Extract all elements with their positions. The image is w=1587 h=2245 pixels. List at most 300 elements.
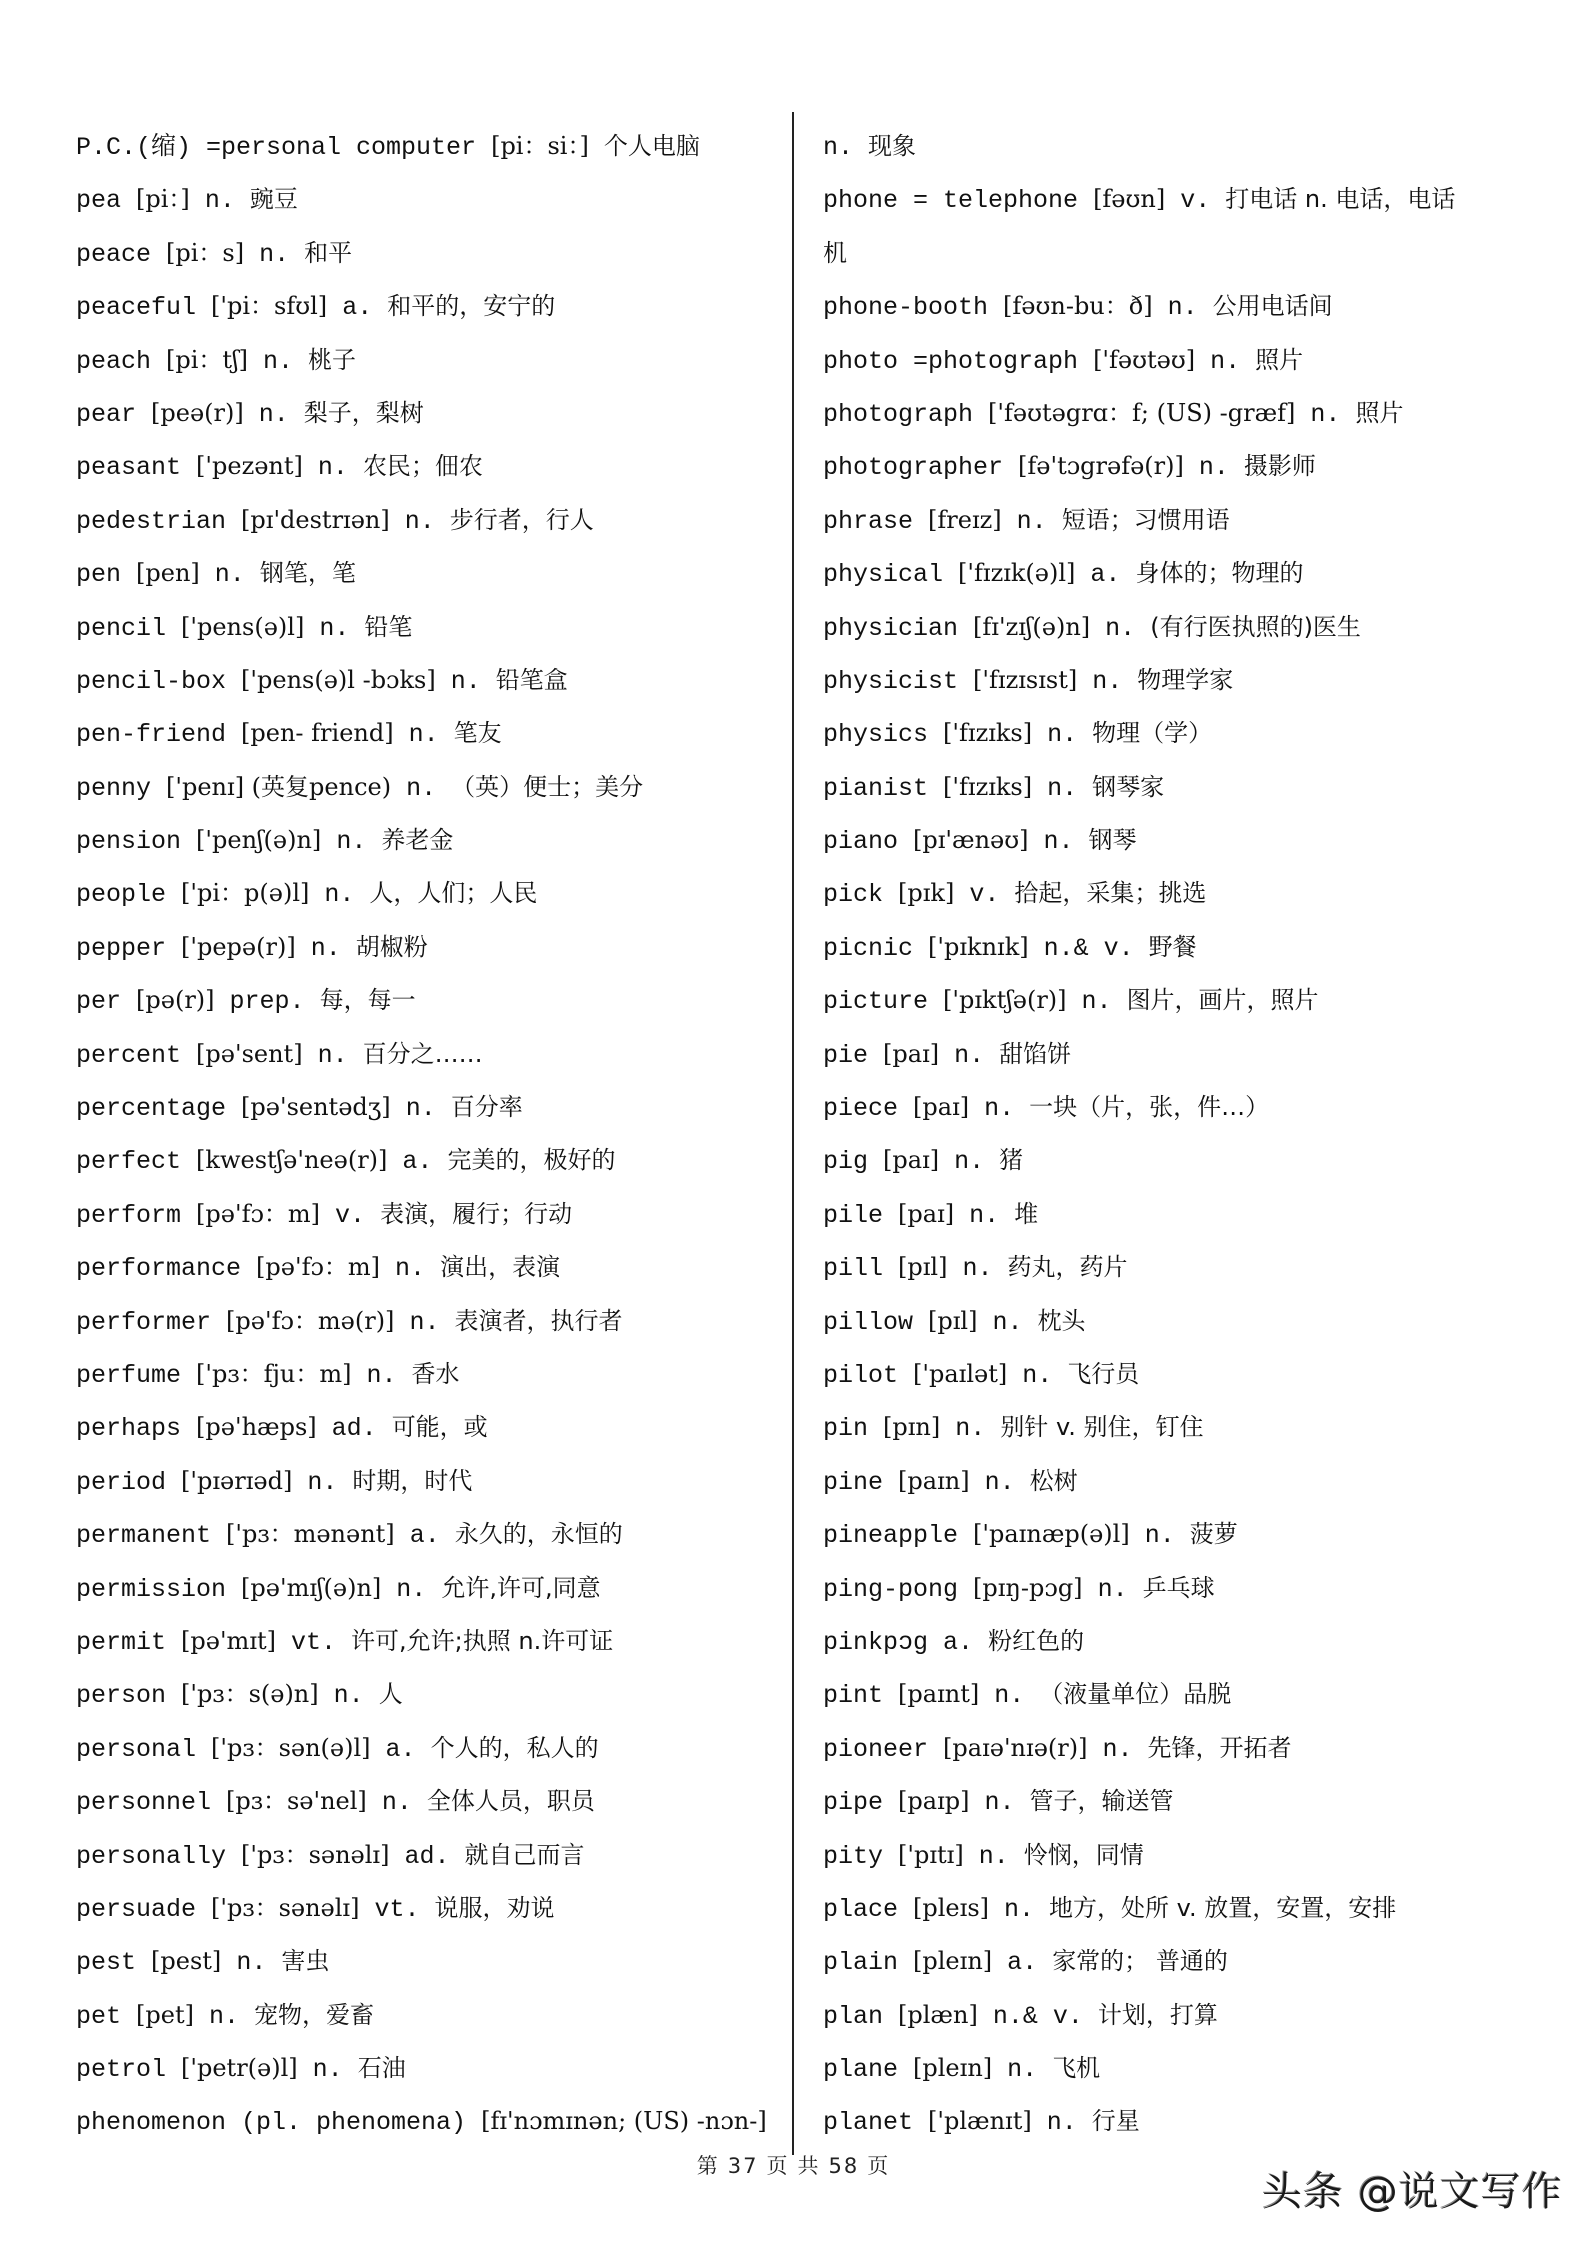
vocab-entry bbox=[823, 494, 1523, 547]
vocab-pronunciation: [pi：s] bbox=[166, 238, 245, 267]
vocab-meaning: 表演，履行；行动 bbox=[380, 1199, 573, 1228]
vocab-word: peaceful bbox=[76, 293, 197, 323]
vocab-entry bbox=[76, 1295, 776, 1348]
vocab-pronunciation: [plæn] bbox=[898, 2000, 978, 2029]
vocab-entry bbox=[823, 1775, 1523, 1828]
vocab-meaning: 害虫 bbox=[281, 1947, 330, 1976]
vocab-entry bbox=[823, 280, 1523, 333]
vocab-word: picture bbox=[823, 987, 929, 1017]
vocab-word: personnel bbox=[76, 1788, 212, 1818]
vocab-entry bbox=[76, 707, 776, 760]
vocab-pronunciation: [pə'sent] bbox=[196, 1039, 303, 1068]
vocab-meaning: （英）便士；美分 bbox=[451, 772, 644, 801]
vocab-part-of-speech: n. bbox=[396, 1574, 427, 1604]
vocab-part-of-speech: n. bbox=[1097, 1574, 1128, 1604]
vocab-pronunciation: ['pɪktʃə(r)] bbox=[943, 986, 1067, 1015]
vocab-part-of-speech: n. bbox=[984, 1788, 1015, 1818]
vocab-meaning: 和平 bbox=[304, 238, 353, 267]
vocab-word: per bbox=[76, 987, 122, 1017]
vocab-meaning: 家常的； 普通的 bbox=[1052, 1947, 1228, 1976]
vocab-pronunciation: ['pens(ə)l] bbox=[181, 612, 305, 641]
vocab-meaning: 照片 bbox=[1355, 398, 1404, 427]
vocab-word: people bbox=[76, 880, 167, 910]
vocab-pronunciation: ['penɪ] (英复pence) bbox=[166, 772, 392, 801]
vocab-pronunciation: ['paɪlət] bbox=[913, 1359, 1008, 1388]
vocab-word: pint bbox=[823, 1681, 884, 1711]
vocab-entry bbox=[823, 2042, 1523, 2095]
vocab-meaning: 说服，劝说 bbox=[434, 1893, 555, 1922]
vocab-meaning: 拾起，采集；挑选 bbox=[1014, 879, 1207, 908]
vocab-pronunciation: ['pɜ：s(ə)n] bbox=[181, 1680, 319, 1709]
vocab-meaning: 一块（片，张，件…） bbox=[1029, 1093, 1270, 1122]
vocab-meaning: 人 bbox=[378, 1680, 403, 1709]
vocab-entry bbox=[76, 867, 776, 920]
right-column bbox=[823, 120, 1523, 2149]
vocab-word: phrase bbox=[823, 506, 914, 536]
vocab-pronunciation: [pə'mɪt] bbox=[181, 1626, 276, 1655]
vocab-word: pick bbox=[823, 880, 884, 910]
vocab-entry bbox=[823, 1508, 1523, 1561]
vocab-entry bbox=[823, 601, 1523, 654]
vocab-entry bbox=[823, 1295, 1523, 1348]
vocab-meaning: (有行医执照的)医生 bbox=[1150, 612, 1361, 641]
vocab-entry bbox=[823, 227, 1523, 280]
vocab-part-of-speech: n. bbox=[319, 613, 350, 643]
vocab-pronunciation: [pleɪs] bbox=[913, 1893, 989, 1922]
vocab-word: penny bbox=[76, 773, 152, 803]
vocab-meaning: 表演者，执行者 bbox=[454, 1306, 623, 1335]
vocab-entry bbox=[823, 387, 1523, 440]
vocab-part-of-speech: a. bbox=[943, 1627, 974, 1657]
vocab-meaning: 短语；习惯用语 bbox=[1061, 505, 1230, 534]
vocab-entry bbox=[76, 1935, 776, 1988]
vocab-pronunciation: [freɪz] bbox=[928, 505, 1002, 534]
vocab-word: physicist bbox=[823, 666, 959, 696]
vocab-pronunciation: ['plænɪt] bbox=[928, 2107, 1032, 2136]
vocab-meaning: 桃子 bbox=[308, 345, 357, 374]
vocab-entry bbox=[76, 280, 776, 333]
vocab-part-of-speech: n. bbox=[324, 880, 355, 910]
vocab-word: pioneer bbox=[823, 1734, 929, 1764]
vocab-meaning: 允许,许可,同意 bbox=[441, 1573, 601, 1602]
vocab-entry bbox=[76, 1882, 776, 1935]
vocab-part-of-speech: n. bbox=[1007, 2055, 1038, 2085]
vocab-part-of-speech: n. bbox=[406, 773, 437, 803]
vocab-entry bbox=[76, 1775, 776, 1828]
vocab-pronunciation: [pɪl] bbox=[928, 1306, 978, 1335]
vocab-entry bbox=[823, 707, 1523, 760]
vocab-part-of-speech: n. bbox=[208, 2001, 239, 2031]
vocab-word: permission bbox=[76, 1574, 227, 1604]
vocab-word: plain bbox=[823, 1948, 899, 1978]
vocab-word: pianist bbox=[823, 773, 929, 803]
column-divider bbox=[792, 112, 794, 2155]
vocab-pronunciation: [fəʊn-bu：ð] bbox=[1003, 292, 1153, 321]
vocab-entry bbox=[76, 1455, 776, 1508]
vocab-part-of-speech: v. bbox=[335, 1200, 366, 1230]
vocab-entry bbox=[76, 1241, 776, 1294]
vocab-meaning: 时期，时代 bbox=[352, 1466, 473, 1495]
vocab-meaning: 计划，打算 bbox=[1097, 2000, 1218, 2029]
vocab-meaning: 香水 bbox=[411, 1359, 460, 1388]
vocab-entry bbox=[76, 227, 776, 280]
vocab-entry bbox=[823, 1241, 1523, 1294]
vocab-meaning: 身体的；物理的 bbox=[1135, 559, 1304, 588]
vocab-word: petrol bbox=[76, 2055, 167, 2085]
vocab-meaning: 地方，处所 v. 放置，安置，安排 bbox=[1049, 1893, 1397, 1922]
vocab-pronunciation: ['penʃ(ə)n] bbox=[196, 826, 322, 855]
vocab-word: persuade bbox=[76, 1894, 197, 1924]
vocab-pronunciation: [pə(r)] bbox=[136, 986, 215, 1015]
vocab-pronunciation: [pi：] bbox=[136, 185, 190, 214]
vocab-part-of-speech: n. bbox=[307, 1467, 338, 1497]
vocab-word: perfect bbox=[76, 1147, 182, 1177]
vocab-pronunciation: ['pɜ：sənəlɪ] bbox=[241, 1840, 390, 1869]
vocab-part-of-speech: n. bbox=[969, 1200, 1000, 1230]
vocab-part-of-speech: n. bbox=[405, 1094, 436, 1124]
vocab-word: pencil bbox=[76, 613, 167, 643]
vocab-meaning: 甜馅饼 bbox=[999, 1039, 1072, 1068]
vocab-pronunciation: [pɪ'ænəʊ] bbox=[913, 826, 1029, 855]
vocab-entry bbox=[823, 1882, 1523, 1935]
vocab-part-of-speech: n. bbox=[1144, 1521, 1175, 1551]
vocab-entry bbox=[76, 974, 776, 1027]
vocab-meaning: （液量单位）品脱 bbox=[1039, 1680, 1232, 1709]
vocab-word: piano bbox=[823, 827, 899, 857]
vocab-meaning: 怜悯，同情 bbox=[1023, 1840, 1144, 1869]
vocab-part-of-speech: n. bbox=[204, 186, 235, 216]
vocab-meaning: 个人电脑 bbox=[603, 132, 700, 160]
vocab-entry bbox=[76, 1401, 776, 1454]
vocab-pronunciation: ['pi：sfʊl] bbox=[211, 292, 328, 321]
vocab-part-of-speech: n. bbox=[992, 1307, 1023, 1337]
vocab-part-of-speech: ad. bbox=[404, 1841, 450, 1871]
vocab-entry bbox=[76, 921, 776, 974]
vocab-entry bbox=[76, 1188, 776, 1241]
vocab-pronunciation: [pə'hæps] bbox=[196, 1413, 317, 1442]
vocab-part-of-speech: a. bbox=[1007, 1948, 1038, 1978]
vocab-meaning: 豌豆 bbox=[249, 185, 298, 214]
vocab-pronunciation: ['fɪzɪk(ə)l] bbox=[958, 559, 1076, 588]
vocab-pronunciation: [pɪŋ-pɔg] bbox=[973, 1573, 1083, 1602]
vocab-part-of-speech: n. bbox=[954, 1147, 985, 1177]
vocab-meaning: 每，每一 bbox=[319, 986, 416, 1015]
vocab-meaning: 全体人员，职员 bbox=[426, 1787, 595, 1816]
vocab-entry bbox=[76, 1028, 776, 1081]
vocab-word: pine bbox=[823, 1467, 884, 1497]
vocab-word: performer bbox=[76, 1307, 212, 1337]
vocab-part-of-speech: n. bbox=[317, 1040, 348, 1070]
vocab-word: peace bbox=[76, 239, 152, 269]
vocab-pronunciation: [fɪ'nɔmɪnən; (US) -nɔn-] bbox=[481, 2107, 767, 2136]
vocab-meaning: 药丸，药片 bbox=[1007, 1253, 1128, 1282]
vocab-pronunciation: ['fɪzɪks] bbox=[943, 772, 1033, 801]
vocab-pronunciation: [paɪ] bbox=[883, 1039, 940, 1068]
vocab-word: phone = telephone bbox=[823, 186, 1079, 216]
vocab-part-of-speech: n. bbox=[1081, 987, 1112, 1017]
vocab-entry bbox=[76, 761, 776, 814]
vocab-word: pig bbox=[823, 1147, 869, 1177]
vocab-part-of-speech: n. bbox=[823, 133, 854, 162]
vocab-part-of-speech: vt. bbox=[374, 1894, 420, 1924]
vocab-part-of-speech: n. bbox=[954, 1040, 985, 1070]
vocab-part-of-speech: n. bbox=[984, 1467, 1015, 1497]
vocab-meaning: 现象 bbox=[868, 132, 917, 160]
vocab-entry bbox=[823, 1615, 1523, 1668]
vocab-entry bbox=[76, 1348, 776, 1401]
vocab-pronunciation: ['pezənt] bbox=[196, 452, 303, 481]
vocab-pronunciation: [pɪk] bbox=[898, 879, 955, 908]
vocab-entry bbox=[823, 814, 1523, 867]
vocab-entry bbox=[76, 1668, 776, 1721]
vocab-part-of-speech: v. bbox=[1180, 186, 1211, 216]
vocab-entry bbox=[823, 1081, 1523, 1134]
vocab-word: phone-booth bbox=[823, 293, 989, 323]
vocab-meaning: 许可,允许;执照 n.许可证 bbox=[351, 1626, 614, 1655]
vocab-entry bbox=[76, 1134, 776, 1187]
vocab-part-of-speech: n. bbox=[1102, 1734, 1133, 1764]
vocab-part-of-speech: n. bbox=[236, 1948, 267, 1978]
vocab-word: pill bbox=[823, 1254, 884, 1284]
vocab-pronunciation: [pleɪn] bbox=[913, 1947, 993, 1976]
vocab-word: peach bbox=[76, 346, 152, 376]
vocab-meaning: 机 bbox=[823, 238, 847, 267]
vocab-word: perhaps bbox=[76, 1414, 182, 1444]
vocab-part-of-speech: n.& v. bbox=[992, 2001, 1083, 2031]
vocab-word: pencil-box bbox=[76, 666, 227, 696]
vocab-meaning: 公用电话间 bbox=[1212, 292, 1333, 321]
vocab-word: pea bbox=[76, 186, 122, 216]
vocab-meaning: 管子，输送管 bbox=[1029, 1787, 1174, 1816]
vocab-pronunciation: ['petr(ə)l] bbox=[181, 2054, 298, 2083]
vocab-pronunciation: [pə'sentədʒ] bbox=[241, 1093, 391, 1122]
footer-total-label: 页 bbox=[867, 2154, 891, 2178]
vocab-entry bbox=[823, 1935, 1523, 1988]
vocab-entry bbox=[823, 334, 1523, 387]
footer-total-prefix: 共 bbox=[797, 2154, 821, 2178]
vocab-pronunciation: ['fɪzɪks] bbox=[943, 719, 1033, 748]
vocab-meaning: 就自己而言 bbox=[464, 1840, 585, 1869]
vocab-meaning: 百分率 bbox=[450, 1093, 523, 1122]
vocab-pronunciation: [paɪ] bbox=[898, 1199, 955, 1228]
vocab-part-of-speech: n. bbox=[381, 1788, 412, 1818]
vocab-part-of-speech: n. bbox=[1210, 346, 1241, 376]
vocab-part-of-speech: v. bbox=[969, 880, 1000, 910]
vocab-entry bbox=[76, 1081, 776, 1134]
vocab-part-of-speech: n. bbox=[336, 827, 367, 857]
vocab-pronunciation: [pɪ'destrɪən] bbox=[241, 505, 390, 534]
vocab-entry bbox=[823, 2095, 1523, 2148]
vocab-pronunciation: [pi：tʃ] bbox=[166, 345, 248, 374]
vocab-pronunciation: ['pɪknɪk] bbox=[928, 932, 1029, 961]
vocab-part-of-speech: n. bbox=[1105, 613, 1136, 643]
vocab-entry bbox=[823, 1455, 1523, 1508]
vocab-pronunciation: ['pens(ə)l -bɔks] bbox=[241, 665, 436, 694]
vocab-part-of-speech: n. bbox=[984, 1094, 1015, 1124]
vocab-part-of-speech: n. bbox=[317, 453, 348, 483]
vocab-meaning: 梨子，梨树 bbox=[303, 398, 424, 427]
vocab-entry bbox=[76, 1615, 776, 1668]
vocab-pronunciation: [fə'tɔgrəfə(r)] bbox=[1018, 452, 1184, 481]
vocab-pronunciation: [pə'fɔ：m] bbox=[196, 1199, 321, 1228]
vocab-entry bbox=[76, 601, 776, 654]
vocab-entry bbox=[823, 173, 1523, 226]
vocab-meaning: 堆 bbox=[1014, 1199, 1039, 1228]
vocab-meaning: 别针 v. 别住，钉住 bbox=[1000, 1413, 1204, 1442]
vocab-part-of-speech: prep. bbox=[229, 987, 305, 1017]
vocab-meaning: 石油 bbox=[357, 2054, 406, 2083]
vocab-pronunciation: ['fəʊtəgrɑ：f; (US) -græf] bbox=[988, 398, 1296, 427]
vocab-word: ping-pong bbox=[823, 1574, 959, 1604]
vocab-pronunciation: [paɪ] bbox=[913, 1093, 970, 1122]
vocab-pronunciation: [pə'mɪʃ(ə)n] bbox=[241, 1573, 382, 1602]
vocab-meaning: 和平的，安宁的 bbox=[387, 292, 556, 321]
vocab-pronunciation: [kwestʃə'neə(r)] bbox=[196, 1146, 388, 1175]
vocab-word: pillow bbox=[823, 1307, 914, 1337]
vocab-pronunciation: [fəʊn] bbox=[1093, 185, 1166, 214]
vocab-meaning: 松树 bbox=[1029, 1466, 1078, 1495]
vocab-meaning: 养老金 bbox=[381, 826, 454, 855]
vocab-word: pen bbox=[76, 560, 122, 590]
vocab-word: percent bbox=[76, 1040, 182, 1070]
vocab-meaning: 演出，表演 bbox=[440, 1253, 561, 1282]
vocab-meaning: 宠物，爱畜 bbox=[254, 2000, 375, 2029]
footer-page-label: 页 bbox=[766, 2154, 790, 2178]
vocab-part-of-speech: a. bbox=[1090, 560, 1121, 590]
vocab-pronunciation: ['paɪnæp(ə)l] bbox=[973, 1520, 1130, 1549]
vocab-part-of-speech: a. bbox=[342, 293, 373, 323]
vocab-word: planet bbox=[823, 2108, 914, 2138]
vocab-meaning: 物理学家 bbox=[1137, 665, 1234, 694]
vocab-pronunciation: ['fɪzɪsɪst] bbox=[973, 665, 1078, 694]
vocab-part-of-speech: n. bbox=[1198, 453, 1229, 483]
vocab-word: physical bbox=[823, 560, 944, 590]
vocab-meaning: 步行者，行人 bbox=[449, 505, 594, 534]
vocab-entry bbox=[76, 2042, 776, 2095]
vocab-meaning: 钢琴家 bbox=[1092, 772, 1165, 801]
vocab-entry bbox=[823, 761, 1523, 814]
vocab-meaning: 菠萝 bbox=[1189, 1520, 1238, 1549]
vocab-pronunciation: [peə(r)] bbox=[151, 398, 244, 427]
vocab-pronunciation: [fɪ'zɪʃ(ə)n] bbox=[973, 612, 1091, 641]
vocab-word: P.C.(缩) =personal computer bbox=[76, 133, 477, 162]
vocab-meaning: 行星 bbox=[1091, 2107, 1140, 2136]
vocab-word: period bbox=[76, 1467, 167, 1497]
vocab-meaning: 胡椒粉 bbox=[355, 932, 428, 961]
vocab-word: piece bbox=[823, 1094, 899, 1124]
vocab-part-of-speech: vt. bbox=[291, 1627, 337, 1657]
vocab-pronunciation: ['pɪərɪəd] bbox=[181, 1466, 293, 1495]
vocab-entry bbox=[76, 2095, 776, 2148]
vocab-meaning: 永久的，永恒的 bbox=[454, 1520, 623, 1549]
vocab-pronunciation: [pə'fɔ：mə(r)] bbox=[226, 1306, 395, 1335]
vocab-part-of-speech: n. bbox=[395, 1254, 426, 1284]
vocab-meaning: 飞行员 bbox=[1067, 1359, 1140, 1388]
vocab-part-of-speech: n. bbox=[1022, 1360, 1053, 1390]
vocab-word: perform bbox=[76, 1200, 182, 1230]
vocab-entry bbox=[823, 547, 1523, 600]
vocab-entry bbox=[823, 1401, 1523, 1454]
vocab-word: pedestrian bbox=[76, 506, 227, 536]
vocab-entry bbox=[823, 654, 1523, 707]
vocab-part-of-speech: a. bbox=[402, 1147, 433, 1177]
vocab-word: photograph bbox=[823, 399, 974, 429]
vocab-entry bbox=[76, 334, 776, 387]
total-page-count: 58 bbox=[828, 2154, 860, 2178]
vocab-entry bbox=[823, 1722, 1523, 1775]
vocab-part-of-speech: ad. bbox=[331, 1414, 377, 1444]
vocab-pronunciation: [pest] bbox=[151, 1947, 222, 1976]
vocab-entry bbox=[823, 1188, 1523, 1241]
vocab-part-of-speech: n.& v. bbox=[1043, 933, 1134, 963]
vocab-word: pity bbox=[823, 1841, 884, 1871]
vocab-pronunciation: [pə'fɔ：m] bbox=[256, 1253, 381, 1282]
vocab-meaning: 个人的，私人的 bbox=[430, 1733, 599, 1762]
vocab-word: pet bbox=[76, 2001, 122, 2031]
vocab-meaning: 野餐 bbox=[1148, 932, 1197, 961]
vocab-pronunciation: [paɪ] bbox=[883, 1146, 940, 1175]
vocab-word: pear bbox=[76, 399, 137, 429]
current-page-number: 37 bbox=[727, 2154, 759, 2178]
vocab-entry bbox=[823, 867, 1523, 920]
vocab-meaning: 人，人们；人民 bbox=[369, 879, 538, 908]
vocab-meaning: 完美的，极好的 bbox=[447, 1146, 616, 1175]
vocab-pronunciation: ['fəʊtəʊ] bbox=[1093, 345, 1196, 374]
vocab-word: pipe bbox=[823, 1788, 884, 1818]
vocab-entry bbox=[823, 1829, 1523, 1882]
vocab-pronunciation: [pɪl] bbox=[898, 1253, 948, 1282]
vocab-meaning: 摄影师 bbox=[1243, 452, 1316, 481]
vocab-pronunciation: [pɜ：sə'nel] bbox=[226, 1787, 367, 1816]
vocab-part-of-speech: n. bbox=[1310, 399, 1341, 429]
vocab-word: physician bbox=[823, 613, 959, 643]
vocab-word: pineapple bbox=[823, 1521, 959, 1551]
vocab-pronunciation: ['pepə(r)] bbox=[181, 932, 296, 961]
left-column bbox=[76, 120, 776, 2149]
vocab-pronunciation: ['pɜ：sənəlɪ] bbox=[211, 1893, 360, 1922]
vocab-entry bbox=[76, 1829, 776, 1882]
vocab-pronunciation: [pi：si：] bbox=[491, 132, 589, 160]
vocab-entry bbox=[823, 1562, 1523, 1615]
vocab-word: perfume bbox=[76, 1360, 182, 1390]
vocab-part-of-speech: n. bbox=[1092, 666, 1123, 696]
vocab-pronunciation: ['pɜ：fju：m] bbox=[196, 1359, 352, 1388]
vocab-entry bbox=[76, 814, 776, 867]
vocab-pronunciation: [pɪn] bbox=[883, 1413, 941, 1442]
vocab-part-of-speech: a. bbox=[409, 1521, 440, 1551]
vocab-pronunciation: [paɪp] bbox=[898, 1787, 970, 1816]
vocab-meaning: 铅笔 bbox=[364, 612, 413, 641]
vocab-part-of-speech: n. bbox=[333, 1681, 364, 1711]
vocab-word: pepper bbox=[76, 933, 167, 963]
vocab-entry bbox=[823, 921, 1523, 974]
vocab-part-of-speech: n. bbox=[408, 720, 439, 750]
vocab-entry bbox=[76, 547, 776, 600]
vocab-part-of-speech: n. bbox=[258, 399, 289, 429]
vocab-word: pin bbox=[823, 1414, 869, 1444]
vocab-word: percentage bbox=[76, 1094, 227, 1124]
vocab-meaning: 枕头 bbox=[1037, 1306, 1086, 1335]
vocab-meaning: 照片 bbox=[1255, 345, 1304, 374]
vocab-part-of-speech: n. bbox=[1016, 506, 1047, 536]
vocab-entry bbox=[76, 173, 776, 226]
vocab-word: photographer bbox=[823, 453, 1004, 483]
vocab-pronunciation: [pen] bbox=[136, 559, 200, 588]
vocab-word: picnic bbox=[823, 933, 914, 963]
vocab-word: permit bbox=[76, 1627, 167, 1657]
vocab-part-of-speech: n. bbox=[312, 2055, 343, 2085]
vocab-word: permanent bbox=[76, 1521, 212, 1551]
